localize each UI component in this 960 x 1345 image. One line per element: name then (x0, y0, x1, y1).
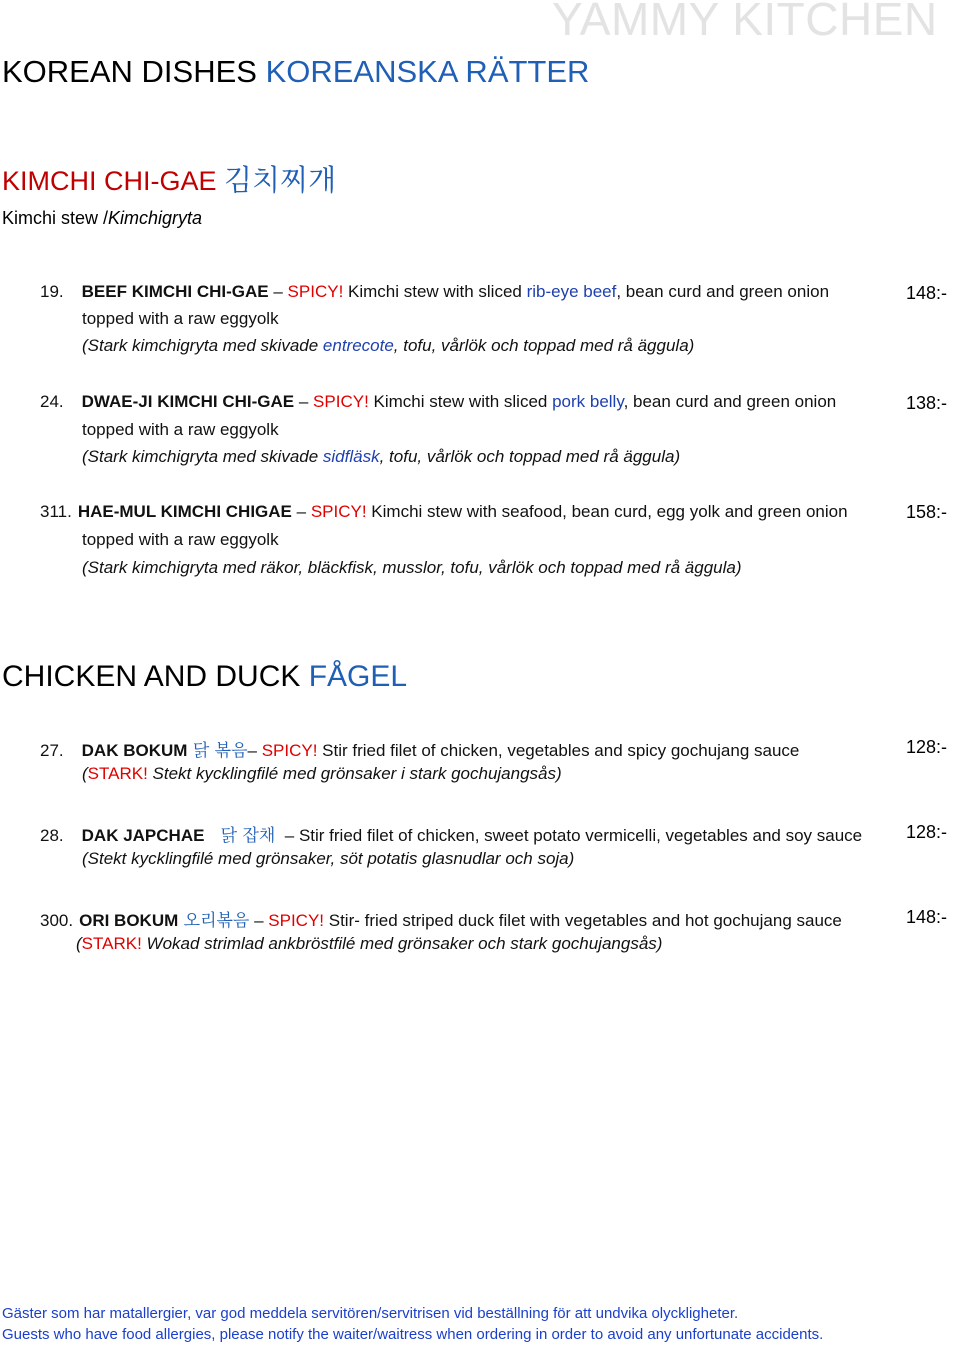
item-desc: Kimchi stew with seafood, bean curd, egg yolk and green onion (366, 502, 848, 521)
item-swedish-desc: (Stekt kycklingfilé med grönsaker, söt potatis glasnudlar och soja) (82, 849, 575, 868)
item-swedish-desc (76, 934, 662, 954)
item-desc-highlight: pork belly (552, 392, 624, 411)
item-sv-pre: ( (76, 934, 82, 953)
item-sv-a: (Stark kimchigryta med skivade (82, 447, 323, 466)
watermark-title: YAMMY KITCHEN (552, 0, 938, 45)
page-title (2, 54, 589, 90)
kimchi-subtitle-en: Kimchi stew / (2, 208, 109, 228)
item-price: 128:- (906, 737, 948, 757)
item-sv-rest: Wokad strimlad ankbröstfilé med grönsaker och stark gochujangsås) (141, 934, 663, 953)
item-sv-b: , tofu, vårlök och toppad med rå äggula) (393, 336, 695, 355)
item-desc-rest: , bean curd and green onion (623, 392, 837, 411)
item-desc-line2: topped with a raw eggyolk (82, 530, 279, 549)
item-title-line (40, 502, 848, 522)
item-korean-name: 오리볶음 (178, 911, 250, 931)
item-desc: Kimchi stew with sliced (343, 282, 527, 301)
item-desc-line2: topped with a raw eggyolk (82, 309, 279, 328)
item-price: 138:- (906, 393, 948, 413)
item-price: 148:- (906, 907, 948, 927)
item-desc: Stir fried filet of chicken, sweet potato vermicelli, vegetables and soy sauce (298, 826, 863, 845)
spicy-label: SPICY! (313, 392, 369, 411)
allergy-notice-en: Guests who have food allergies, please notify the waiter/waitress when ordering in order to avoid any unfortunate accidents. (2, 1326, 824, 1343)
kimchi-title-ko: 김치찌개 (224, 163, 337, 197)
item-title-line (40, 282, 829, 302)
item-name: ORI BOKUM (79, 911, 179, 930)
spicy-label: SPICY! (287, 282, 344, 301)
spicy-label: SPICY! (310, 502, 367, 521)
item-desc-rest: , bean curd and green onion (616, 282, 830, 301)
item-name: HAE-MUL KIMCHI CHIGAE (77, 502, 292, 521)
item-sv-highlight: sidfläsk (322, 447, 380, 466)
item-title-line (40, 906, 842, 931)
page-title-sv: KOREANSKA RÄTTER (265, 54, 590, 89)
spicy-label: SPICY! (268, 911, 325, 930)
kimchi-section-title (2, 158, 336, 199)
item-desc-highlight: rib-eye beef (526, 282, 617, 301)
item-number: 19. (40, 282, 64, 301)
page-title-en: KOREAN DISHES (2, 54, 257, 89)
item-title-line (40, 821, 862, 846)
item-dash: – (268, 282, 288, 301)
item-price: 128:- (906, 822, 948, 842)
item-swedish-desc (82, 764, 562, 784)
item-swedish-desc (82, 447, 680, 467)
item-sv-highlight: entrecote (322, 336, 394, 355)
item-korean-name: 닭 볶음 (187, 741, 248, 761)
item-number: 300. (40, 911, 74, 930)
item-dash: – (294, 392, 314, 411)
allergy-notice-sv: Gäster som har matallergier, var god meddela servitören/servitrisen vid beställning för att undvika olyckligheter. (2, 1305, 739, 1322)
spicy-label: SPICY! (261, 741, 318, 760)
item-number: 27. (40, 741, 64, 760)
item-sv-rest: Stekt kycklingfilé med grönsaker i stark gochujangsås) (147, 764, 562, 783)
kimchi-title-en: KIMCHI CHI-GAE (2, 166, 217, 196)
item-name: DAK JAPCHAE (81, 826, 205, 845)
item-name: DAK BOKUM (81, 741, 188, 760)
item-sv-b: , tofu, vårlök och toppad med rå äggula) (379, 447, 681, 466)
item-desc-line2: topped with a raw eggyolk (82, 420, 279, 439)
kimchi-subtitle (2, 208, 202, 229)
chicken-title-en: CHICKEN AND DUCK (2, 660, 301, 693)
item-desc: Stir- fried striped duck filet with vegetables and hot gochujang sauce (324, 911, 842, 930)
chicken-title-sv: FÅGEL (308, 660, 408, 693)
item-dash: – (291, 502, 311, 521)
item-dash: – (247, 741, 262, 760)
stark-label: STARK! (81, 934, 142, 953)
item-number: 28. (40, 826, 64, 845)
item-sv-pre: ( (82, 764, 88, 783)
item-title-line (40, 392, 836, 412)
item-name: DWAE-JI KIMCHI CHI-GAE (81, 392, 295, 411)
item-price: 158:- (906, 502, 948, 522)
item-desc: Kimchi stew with sliced (368, 392, 553, 411)
stark-label: STARK! (87, 764, 148, 783)
item-dash: – (249, 911, 269, 930)
item-swedish-desc: (Stark kimchigryta med räkor, bläckfisk, musslor, tofu, vårlök och toppad med rå äggula) (82, 558, 742, 577)
chicken-section-title (2, 660, 407, 694)
item-sv-a: (Stark kimchigryta med skivade (82, 336, 323, 355)
kimchi-subtitle-sv: Kimchigryta (108, 208, 203, 228)
item-number: 311. (40, 502, 72, 521)
item-desc: Stir fried filet of chicken, vegetables and spicy gochujang sauce (317, 741, 800, 760)
item-swedish-desc (82, 336, 694, 356)
item-number: 24. (40, 392, 64, 411)
item-price: 148:- (906, 283, 948, 303)
item-korean-name: 닭 잡채 (204, 826, 276, 846)
item-title-line (40, 736, 799, 761)
item-dash: – (275, 826, 299, 845)
item-name: BEEF KIMCHI CHI-GAE (81, 282, 269, 301)
